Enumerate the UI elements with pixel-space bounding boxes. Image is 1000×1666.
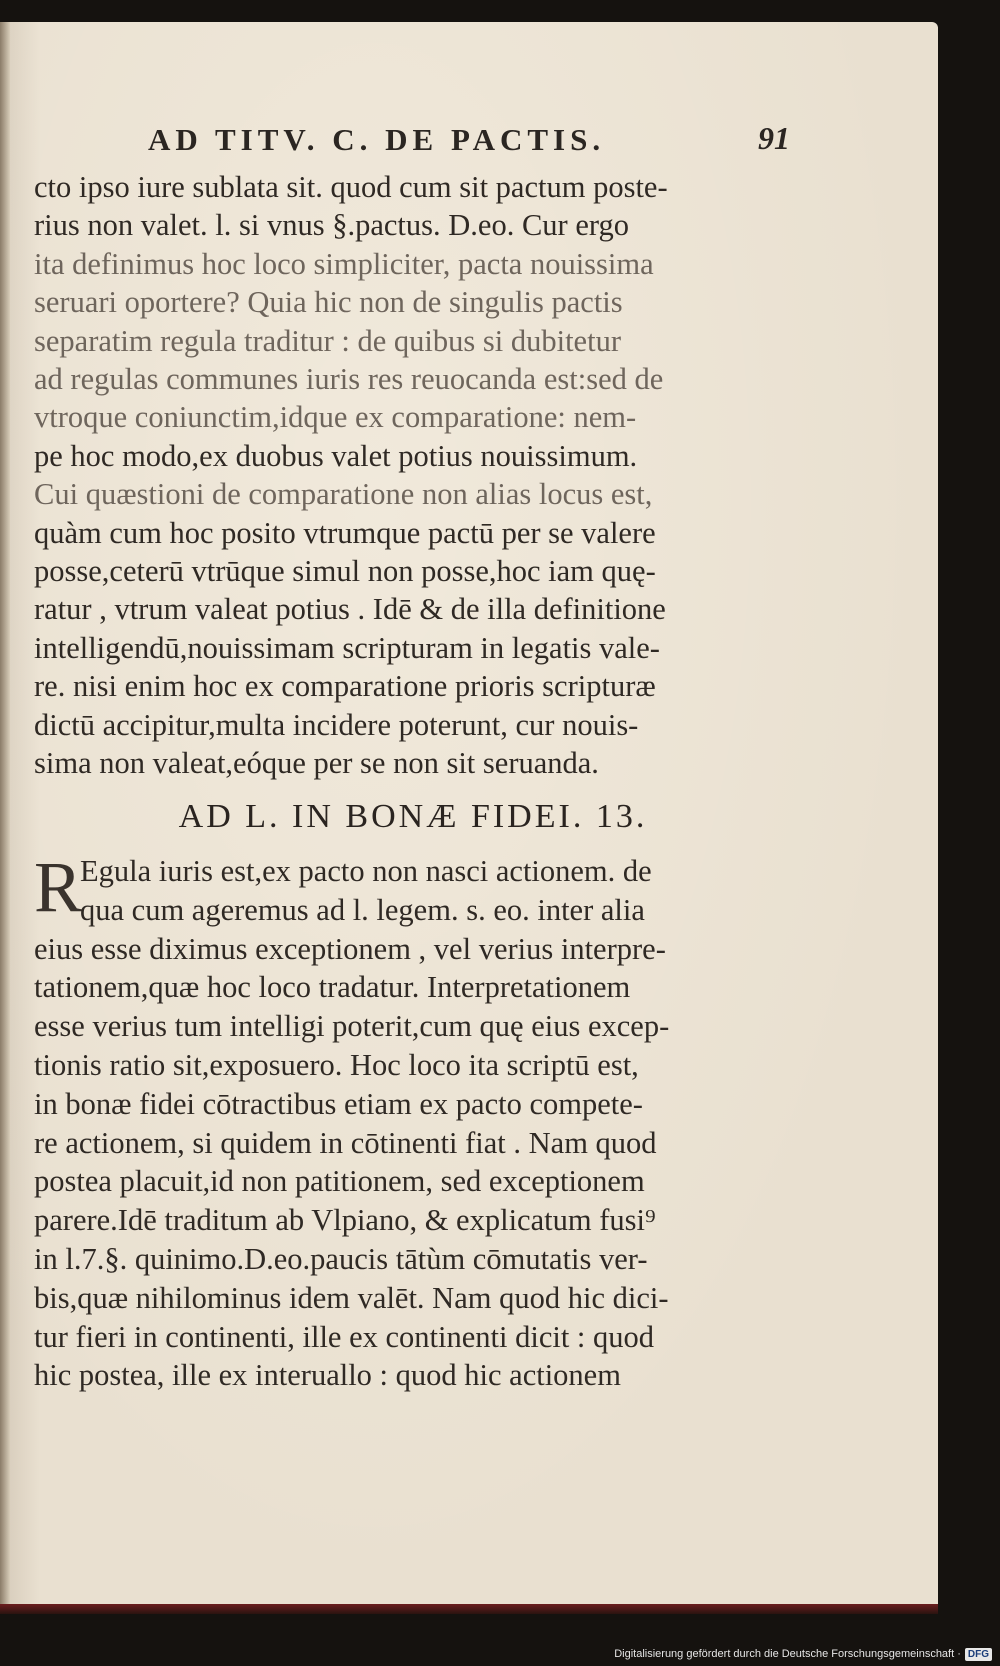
text-line: esse verius tum intelligi poterit,cum quę eius excep- (34, 1009, 670, 1044)
text-block-1 (34, 168, 792, 783)
text-line: eius esse diximus exceptionem , vel verius interpre- (34, 931, 666, 966)
text-line: parere.Idē traditum ab Vlpiano, & explicatum fusi⁹ (34, 1203, 656, 1238)
text-line: pe hoc modo,ex duobus valet potius nouissimum. (34, 438, 638, 473)
page-gutter-edge (0, 22, 10, 1610)
text-line: Cui quæstioni de comparatione non alias locus est, (34, 477, 653, 512)
page-header (148, 118, 790, 162)
text-line: ita definimus hoc loco simpliciter, pacta nouissima (34, 246, 654, 281)
text-line: ad regulas communes iuris res reuocanda est:sed de (34, 362, 664, 397)
section-heading: AD L. IN BONÆ FIDEI. 13. (178, 798, 648, 835)
text-line: sima non valeat,eóque per se non sit seruanda. (34, 746, 599, 781)
text-line: separatim regula traditur : de quibus si dubitetur (34, 323, 621, 358)
text-line: cto ipso iure sublata sit. quod cum sit pactum poste- (34, 170, 668, 204)
text-line: re actionem, si quidem in cōtinenti fiat . Nam quod (34, 1125, 657, 1160)
text-line: vtroque coniunctim,idque ex comparatione: nem- (34, 400, 637, 435)
text-line: qua cum ageremus ad l. legem. s. eo. inter alia (80, 892, 645, 927)
text-line: ratur , vtrum valeat potius . Idē & de illa definitione (34, 592, 666, 627)
text-line: re. nisi enim hoc ex comparatione prioris scripturæ (34, 669, 656, 704)
text-line: bis,quæ nihilominus idem valēt. Nam quod hic dici- (34, 1280, 669, 1315)
text-line: in l.7.§. quinimo.D.eo.paucis tātùm cōmutatis ver- (34, 1241, 648, 1276)
text-line: tionis ratio sit,exposuero. Hoc loco ita scriptū est, (34, 1047, 639, 1082)
text-line: tur fieri in continenti, ille ex continenti dicit : quod (34, 1319, 655, 1354)
running-head: AD TITV. C. DE PACTIS. (148, 122, 606, 157)
text-block-2 (34, 847, 792, 1395)
page-number: 91 (758, 120, 790, 156)
page-bottom-edge (0, 1604, 938, 1614)
text-line: intelligendū,nouissimam scripturam in legatis vale- (34, 630, 660, 665)
drop-cap: R (34, 847, 83, 927)
dfg-logo: DFG (965, 1648, 992, 1661)
text-line: hic postea, ille ex interuallo : quod hic actionem (34, 1358, 621, 1393)
text-line: postea placuit,id non patitionem, sed exceptionem (34, 1164, 645, 1199)
text-line: dictū accipitur,multa incidere poterunt, cur nouis- (34, 707, 639, 742)
text-line: Egula iuris est,ex pacto non nasci actionem. de (80, 854, 652, 888)
text-line: in bonæ fidei cōtractibus etiam ex pacto compete- (34, 1086, 643, 1121)
text-line: tationem,quæ hoc loco tradatur. Interpretationem (34, 970, 631, 1005)
credit-text: Digitalisierung gefördert durch die Deutsche Forschungsgemeinschaft · (614, 1648, 961, 1660)
text-line: seruari oportere? Quia hic non de singulis pactis (34, 285, 623, 320)
digitization-credit (614, 1644, 992, 1664)
text-line: quàm cum hoc posito vtrumque pactū per se valere (34, 515, 656, 550)
text-line: posse,ceterū vtrūque simul non posse,hoc iam quę- (34, 554, 656, 589)
text-line: rius non valet. l. si vnus §.pactus. D.eo. Cur ergo (34, 208, 629, 243)
